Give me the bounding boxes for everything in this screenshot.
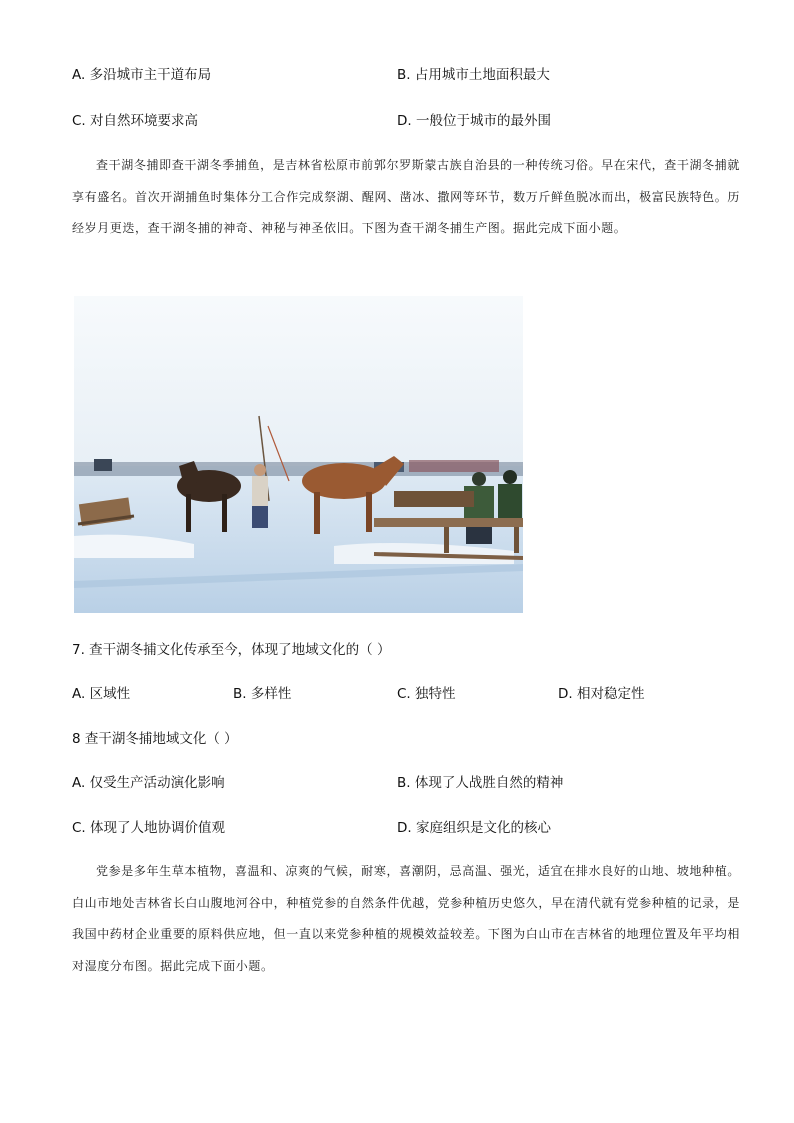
q8-option-d: D. 家庭组织是文化的核心: [397, 820, 551, 836]
passage-dangshen-text: 党参是多年生草本植物，喜温和、凉爽的气候，耐寒，喜潮阴，忌高温、强光，适宜在排水良好的山地、坡地种植。白山市地处吉林省长白山腹地河谷中，种植党参的自然条件优越，党参种植历史悠久，早在清代就有党参种植的记录，是我国中药材企业重要的原料供应地，但一直以来党参种植的规模效益较差。下图为白山市在吉林省的地理位置及年平均相对湿度分布图。据此完成下面小题。: [72, 864, 740, 973]
q6-option-a: A. 多沿城市主干道布局: [72, 67, 212, 83]
q8-option-c: C. 体现了人地协调价值观: [72, 820, 226, 836]
passage-dangshen: [72, 856, 740, 982]
winter-fishing-photo: [74, 296, 523, 613]
q8-option-b: B. 体现了人战胜自然的精神: [397, 775, 564, 791]
q7-options-row: [72, 682, 722, 706]
q6-option-d: D. 一般位于城市的最外围: [397, 113, 551, 129]
q6-options-row-1: [72, 63, 722, 87]
q6-options-row-2: [72, 109, 722, 133]
q6-option-b: B. 占用城市土地面积最大: [397, 67, 550, 83]
q8-options-row-1: [72, 771, 722, 795]
passage-chagan-lake: [72, 150, 740, 245]
question-7-stem: 7. 查干湖冬捕文化传承至今，体现了地域文化的（ ）: [72, 642, 391, 658]
passage-chagan-lake-text: 查干湖冬捕即查干湖冬季捕鱼，是吉林省松原市前郭尔罗斯蒙古族自治县的一种传统习俗。早在宋代，查干湖冬捕就享有盛名。首次开湖捕鱼时集体分工合作完成祭湖、醒网、凿冰、撒网等环节，数万斤鲜鱼脱冰而出，极富民族特色。历经岁月更迭，查干湖冬捕的神奇、神秘与神圣依旧。下图为查干湖冬捕生产图。据此完成下面小题。: [72, 158, 740, 235]
q7-option-b: B. 多样性: [233, 686, 292, 702]
q7-option-c: C. 独特性: [397, 686, 456, 702]
q8-options-row-2: [72, 816, 722, 840]
q7-option-a: A. 区域性: [72, 686, 131, 702]
question-8-stem: 8 查干湖冬捕地域文化（ ）: [72, 731, 238, 747]
q6-option-c: C. 对自然环境要求高: [72, 113, 199, 129]
q8-option-a: A. 仅受生产活动演化影响: [72, 775, 225, 791]
q7-option-d: D. 相对稳定性: [558, 686, 645, 702]
